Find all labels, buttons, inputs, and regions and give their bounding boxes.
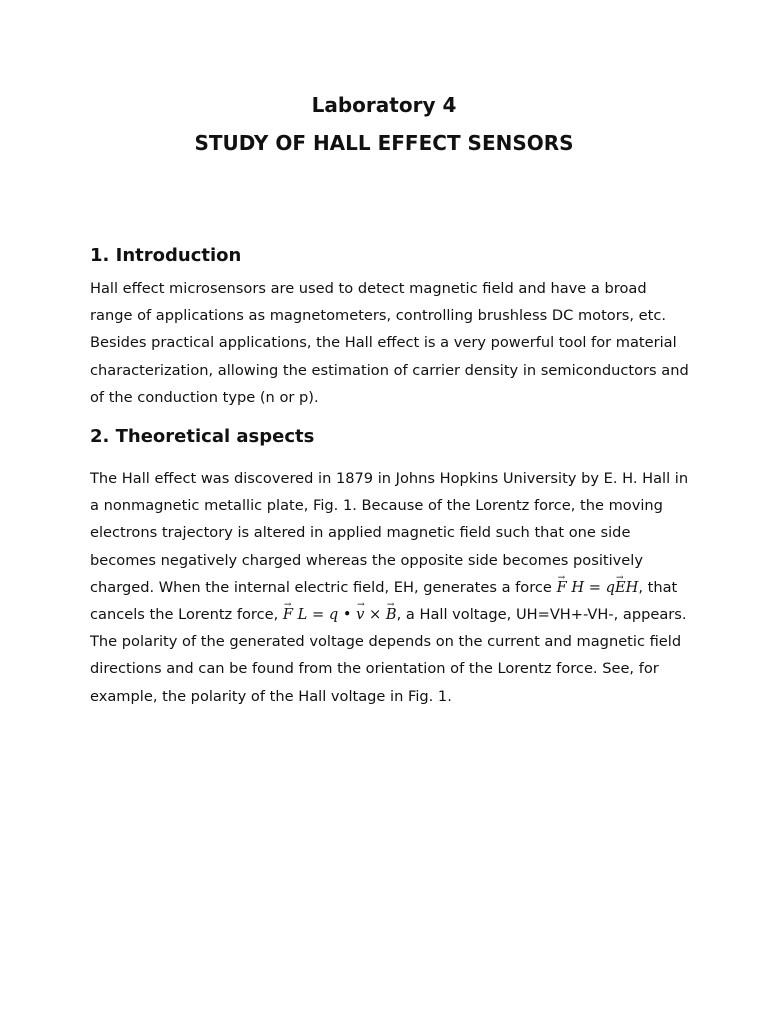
theory-text-part-3: , a Hall voltage, UH=VH+-VH-, appears. The polarity of the generated voltage depends on the current and magnetic field directions and can be found from the orientation of the Lorentz force. See, for example, the polarity of the Hall voltage in Fig. 1.	[90, 606, 687, 705]
velocity-vector-symbol: v →	[356, 601, 364, 628]
introduction-paragraph: Hall effect microsensors are used to detect magnetic field and have a broad range of applications as magnetometers, controlling brushless DC motors, etc. Besides practical applications, the Hall effect is a very powerful tool for material characterization, allowing the estimation of carrier density in semiconductors and of the conduction type (n or p).	[90, 280, 689, 406]
document-title: STUDY OF HALL EFFECT SENSORS	[194, 131, 574, 155]
charge-symbol: q	[328, 606, 339, 624]
section-heading-introduction: 1. Introduction	[90, 245, 242, 266]
magnetic-field-vector-symbol: B →	[386, 601, 397, 628]
section-heading-theoretical-aspects: 2. Theoretical aspects	[90, 426, 315, 447]
electric-field-vector-symbol: E →	[615, 574, 626, 601]
lorentz-force-formula	[283, 606, 397, 623]
lorentz-subscript: L	[297, 606, 308, 624]
theory-text-part-1: The Hall effect was discovered in 1879 in Johns Hopkins University by E. H. Hall in a nonmagnetic metallic plate, Fig. 1. Because of the Lorentz force, the moving electrons trajectory is altered in applied magnetic field such that one side becomes negatively charged whereas the opposite side becomes positively charged. When the internal electric field, EH, generates a force	[90, 470, 689, 596]
lab-title: Laboratory 4	[311, 93, 457, 117]
equals-sign: =	[312, 606, 325, 624]
hall-force-formula	[557, 579, 639, 596]
force-vector-symbol: F →	[557, 574, 567, 601]
force-subscript: H	[571, 578, 585, 596]
dot-operator: •	[342, 606, 352, 624]
lorentz-force-vector-symbol: F →	[283, 601, 293, 628]
theoretical-aspects-paragraph	[90, 465, 690, 710]
cross-product-operator: ×	[369, 606, 382, 624]
theory-text-part-2: , that cancels the Lorentz force,	[90, 578, 678, 624]
equals-sign: =	[588, 578, 601, 596]
charge-symbol: q	[605, 578, 615, 596]
field-subscript: H	[625, 578, 639, 596]
